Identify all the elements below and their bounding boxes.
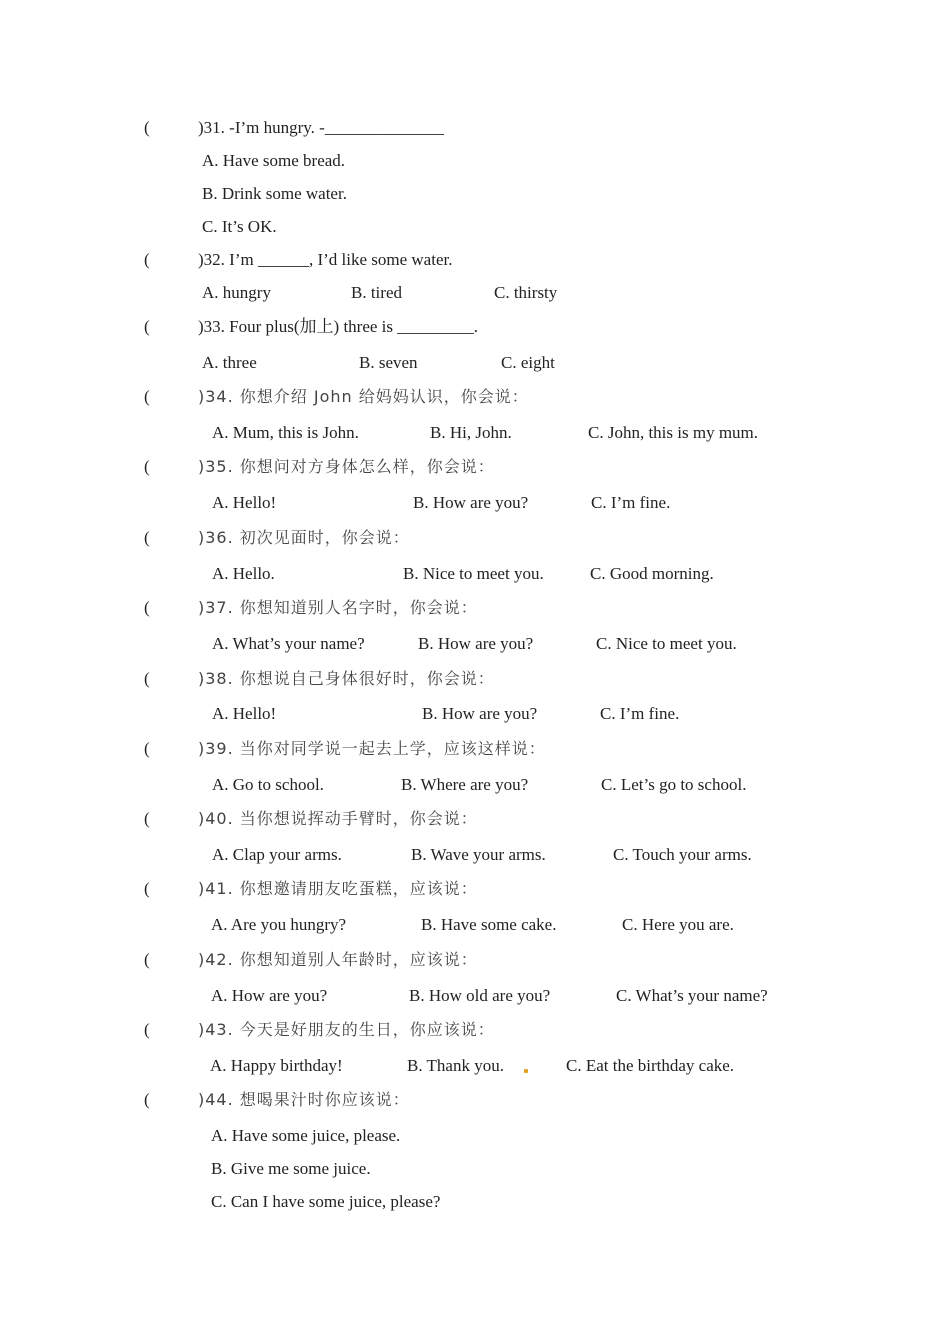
question-36-option-b: B. Nice to meet you. — [403, 564, 544, 583]
question-34-option-c: C. John, this is my mum. — [588, 423, 759, 442]
question-34-option-a: A. Mum, this is John. — [212, 423, 359, 442]
question-40-option-a: A. Clap your arms. — [212, 845, 342, 864]
question-32-stem: )32. I’m ______, I’d like some water. — [198, 250, 453, 269]
question-36-stem: )36. 初次见面时，你会说： — [198, 528, 410, 547]
question-35-stem: )35. 你想问对方身体怎么样，你会说： — [198, 457, 495, 476]
question-31-option-c: C. It’s OK. — [202, 217, 277, 236]
answer-paren-37: ( — [144, 598, 150, 617]
question-39-option-b: B. Where are you? — [401, 775, 529, 794]
question-31-option-a: A. Have some bread. — [202, 151, 346, 170]
question-44-option-b: B. Give me some juice. — [211, 1159, 371, 1178]
question-33-option-b: B. seven — [359, 353, 418, 372]
answer-paren-39: ( — [144, 739, 150, 758]
question-44-option-a: A. Have some juice, please. — [211, 1126, 401, 1145]
question-43-option-c: C. Eat the birthday cake. — [566, 1056, 735, 1075]
question-39-option-a: A. Go to school. — [212, 775, 324, 794]
question-42-option-a: A. How are you? — [211, 986, 328, 1005]
question-38-option-c: C. I’m fine. — [600, 704, 680, 723]
question-34-stem: )34. 你想介绍 John 给妈妈认识，你会说： — [198, 387, 529, 406]
answer-paren-34: ( — [144, 387, 150, 406]
answer-paren-38: ( — [144, 669, 150, 688]
answer-paren-41: ( — [144, 879, 150, 898]
question-39-stem: )39. 当你对同学说一起去上学，应该这样说： — [198, 739, 546, 758]
question-44-option-c: C. Can I have some juice, please? — [211, 1192, 441, 1211]
question-33-stem: )33. Four plus(加上) three is _________. — [198, 317, 479, 336]
question-35-option-a: A. Hello! — [212, 493, 277, 512]
answer-paren-40: ( — [144, 809, 150, 828]
answer-paren-32: ( — [144, 250, 150, 269]
question-34-option-b: B. Hi, John. — [430, 423, 512, 442]
question-36-option-a: A. Hello. — [212, 564, 275, 583]
question-38-stem: )38. 你想说自己身体很好时，你会说： — [198, 669, 495, 688]
question-42-stem: )42. 你想知道别人年龄时，应该说： — [198, 950, 478, 969]
question-40-stem: )40. 当你想说挥动手臂时，你会说： — [198, 809, 478, 828]
question-43-stem: )43. 今天是好朋友的生日，你应该说： — [198, 1020, 495, 1039]
answer-paren-33: ( — [144, 317, 150, 336]
answer-paren-35: ( — [144, 457, 150, 476]
question-42-option-c: C. What’s your name? — [616, 986, 768, 1005]
question-36-option-c: C. Good morning. — [590, 564, 714, 583]
question-41-option-a: A. Are you hungry? — [211, 915, 347, 934]
question-41-option-b: B. Have some cake. — [421, 915, 557, 934]
answer-paren-43: ( — [144, 1020, 150, 1039]
question-31-stem: )31. -I’m hungry. -______________ — [198, 118, 444, 137]
question-39-option-c: C. Let’s go to school. — [601, 775, 747, 794]
question-37-stem: )37. 你想知道别人名字时，你会说： — [198, 598, 478, 617]
question-37-option-c: C. Nice to meet you. — [596, 634, 737, 653]
question-31-option-b: B. Drink some water. — [202, 184, 347, 203]
question-42-option-b: B. How old are you? — [409, 986, 551, 1005]
question-40-option-b: B. Wave your arms. — [411, 845, 546, 864]
question-37-option-b: B. How are you? — [418, 634, 534, 653]
answer-paren-44: ( — [144, 1090, 150, 1109]
question-33-option-a: A. three — [202, 353, 257, 372]
question-32-option-b: B. tired — [351, 283, 402, 302]
question-33-option-c: C. eight — [501, 353, 555, 372]
question-44-stem: )44. 想喝果汁时你应该说： — [198, 1090, 410, 1109]
answer-paren-36: ( — [144, 528, 150, 547]
question-37-option-a: A. What’s your name? — [212, 634, 365, 653]
stray-mark — [524, 1069, 528, 1073]
question-38-option-b: B. How are you? — [422, 704, 538, 723]
question-43-option-a: A. Happy birthday! — [210, 1056, 343, 1075]
question-32-option-c: C. thirsty — [494, 283, 558, 302]
question-43-option-b: B. Thank you. — [407, 1056, 504, 1075]
answer-paren-42: ( — [144, 950, 150, 969]
question-35-option-c: C. I’m fine. — [591, 493, 671, 512]
question-38-option-a: A. Hello! — [212, 704, 277, 723]
question-32-option-a: A. hungry — [202, 283, 271, 302]
question-41-stem: )41. 你想邀请朋友吃蛋糕，应该说： — [198, 879, 478, 898]
question-41-option-c: C. Here you are. — [622, 915, 734, 934]
question-35-option-b: B. How are you? — [413, 493, 529, 512]
answer-paren-31: ( — [144, 118, 150, 137]
question-40-option-c: C. Touch your arms. — [613, 845, 752, 864]
